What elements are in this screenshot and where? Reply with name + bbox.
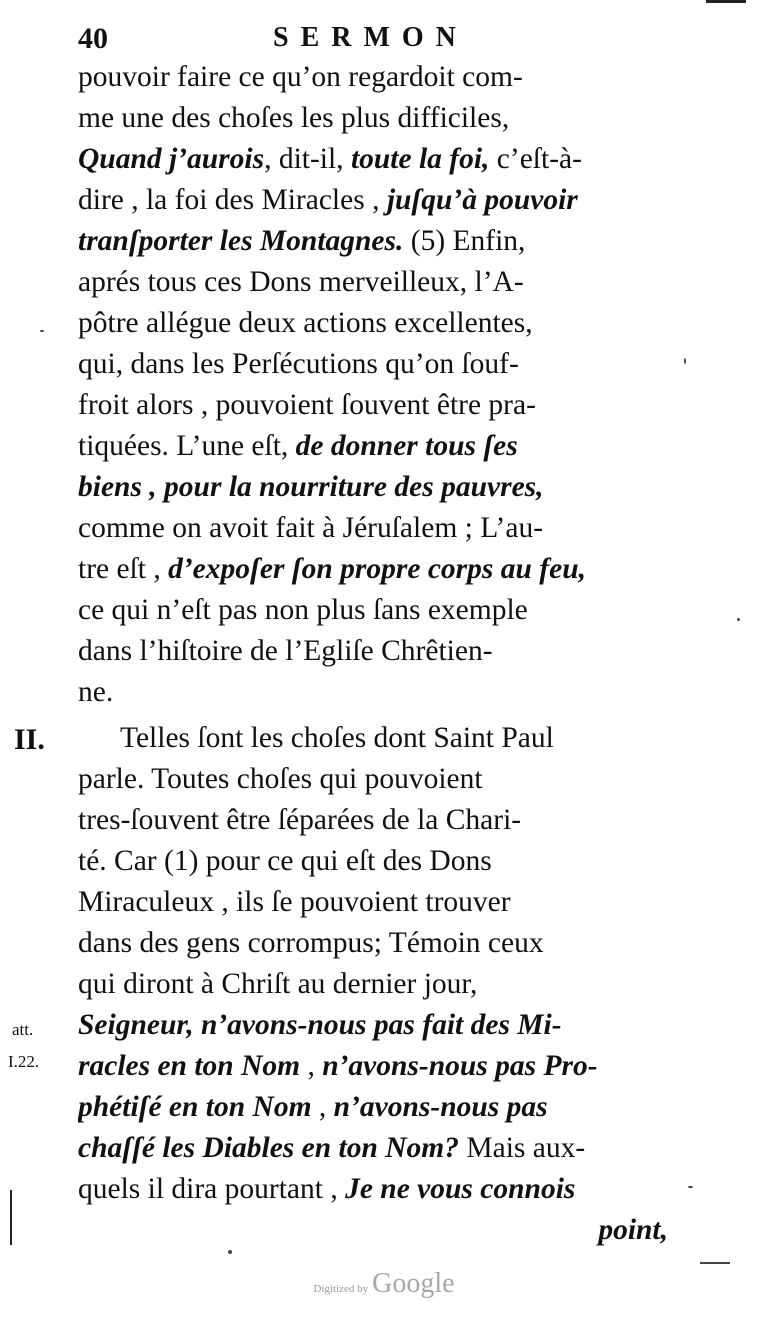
text-line-2: me une des choſes les plus difficiles, bbox=[78, 102, 510, 134]
text-line-5: tranſporter les Montagnes. (5) Enfin, bbox=[78, 225, 526, 257]
text-line-6: aprés tous ces Dons merveilleux, l’A- bbox=[78, 266, 524, 298]
text-line-29: point, bbox=[598, 1214, 668, 1246]
text-line-15: dans l’hiſtoire de l’Egliſe Chrêtien- bbox=[78, 635, 493, 667]
text-line-18: parle. Toutes choſes qui pouvoient bbox=[78, 763, 483, 795]
running-title: SERMON bbox=[273, 22, 468, 53]
text-line-26: phétiſé en ton Nom , n’avons-nous pas bbox=[78, 1091, 548, 1123]
watermark-brand: Google bbox=[372, 1268, 455, 1299]
text-line-10: tiquées. L’une eſt, de donner tous ſes bbox=[78, 430, 518, 462]
text-line-11: biens , pour la nourriture des pauvres, bbox=[78, 471, 544, 503]
text-line-7: pôtre allégue deux actions excellentes, bbox=[78, 307, 533, 339]
text-line-16: ne. bbox=[78, 676, 114, 708]
text-line-3: Quand j’aurois, dit-il, toute la foi, c’eſt-à- bbox=[78, 143, 582, 175]
page-number: 40 bbox=[78, 22, 108, 55]
text-line-20: té. Car (1) pour ce qui eſt des Dons bbox=[78, 845, 492, 877]
text-line-1: pouvoir faire ce qu’on regardoit com- bbox=[78, 61, 523, 93]
text-line-27: chaſſé les Diables en ton Nom? Mais aux- bbox=[78, 1132, 586, 1164]
scan-speck bbox=[40, 330, 44, 332]
watermark-small: Digitized by bbox=[313, 1283, 369, 1295]
text-line-12: comme on avoit fait à Jéruſalem ; L’au- bbox=[78, 512, 544, 544]
scan-speck bbox=[688, 1186, 693, 1188]
margin-note-att: att. bbox=[12, 1020, 34, 1039]
margin-note-ref: I.22. bbox=[8, 1052, 40, 1071]
scan-edge-mark-left bbox=[10, 1190, 12, 1245]
text-line-8: qui, dans les Perſécutions qu’on ſouf- bbox=[78, 348, 519, 380]
text-line-13: tre eſt , d’expoſer ſon propre corps au feu, bbox=[78, 553, 586, 585]
text-line-17: Telles ſont les choſes dont Saint Paul bbox=[120, 722, 554, 754]
text-line-14: ce qui n’eſt pas non plus ſans exemple bbox=[78, 594, 528, 626]
scan-edge-mark bbox=[706, 0, 746, 3]
text-line-4: dire , la foi des Miracles , juſqu’à pouvoir bbox=[78, 184, 578, 216]
page-header bbox=[78, 22, 668, 58]
text-line-19: tres-ſouvent être ſéparées de la Chari- bbox=[78, 804, 522, 836]
digitized-watermark bbox=[0, 1268, 768, 1300]
text-line-22: dans des gens corrompus; Témoin ceux bbox=[78, 927, 544, 959]
text-line-9: froit alors , pouvoient ſouvent être pra- bbox=[78, 389, 536, 421]
scan-speck bbox=[684, 358, 686, 364]
scan-speck bbox=[228, 1250, 232, 1254]
text-line-24: Seigneur, n’avons-nous pas fait des Mi- bbox=[78, 1009, 562, 1041]
text-line-21: Miraculeux , ils ſe pouvoient trouver bbox=[78, 886, 511, 918]
text-line-28: quels il dira pourtant , Je ne vous connois bbox=[78, 1173, 576, 1205]
text-line-23: qui diront à Chriſt au dernier jour, bbox=[78, 968, 478, 1000]
section-number: II. bbox=[14, 723, 45, 756]
scan-speck bbox=[737, 618, 740, 621]
text-line-25: racles en ton Nom , n’avons-nous pas Pro- bbox=[78, 1050, 598, 1082]
scan-speck bbox=[700, 1262, 730, 1264]
